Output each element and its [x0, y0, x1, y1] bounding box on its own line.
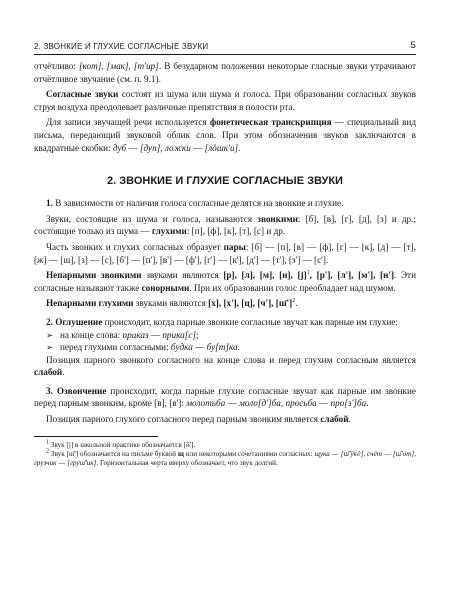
footnote-divider — [34, 436, 158, 437]
running-title: 2. ЗВОНКИЕ И ГЛУХИЕ СОГЛАСНЫЕ ЗВУКИ — [34, 42, 209, 51]
footnote-1: $^1$ Звук [j] в школьной практике обозначается [й']. — [46, 439, 196, 449]
s2-intro: 2. Оглушение происходит, когда парные звонкие согласные звучат как парные им глухие: — [46, 316, 398, 327]
footnote-2: $^2$ Звук [ш̄'] обозначается на письме буквой щ или некоторыми сочетаниями согласных: щука — [ш̄'ýк∂], счёт — [ш̄'от], грузчик — [грýш̄'ик]. Горизонтальная черта вверху обозначает, что звук долгий. — [34, 448, 417, 468]
s2-list-item-2: ➢ перед глухими согласными: будка — бу[т]ка. — [46, 342, 240, 353]
intro-paragraph-1: отчётливо: [кот], [мак], [т'ир]. В безударном положении некоторые гласные звуки утрачивают отчётливое звучание (см. п. 9.1). — [34, 61, 416, 84]
intro-paragraph-2: Согласные звуки состоят из шума или шума и голоса. При образовании согласных звуков струя воздуха преодолевает различные препятствия в полости рта. — [34, 89, 416, 112]
s2-position-note: Позиция парного звонкого согласного на конце слова и перед глухим согласным является слабой. — [34, 354, 416, 378]
s1-paragraph-1: 1. В зависимости от наличия голоса согласные делятся на звонкие и глухие. — [46, 198, 344, 209]
s3-position-note: Позиция парного глухого согласного перед парным звонким является слабой. — [46, 414, 351, 425]
page-body — [34, 60, 416, 469]
section-heading: 2. ЗВОНКИЕ И ГЛУХИЕ СОГЛАСНЫЕ ЗВУКИ — [107, 175, 343, 188]
arrow-bullet-icon: ➢ — [46, 329, 54, 340]
s3-intro: 3. Озвончение происходит, когда парные глухие согласные звучат как парные им звонкие перед парным звонким, кроме [в], [в']: молотьба — моло[д']ба, просьба — про[з']ба. — [34, 385, 416, 409]
page-number: 5 — [410, 40, 416, 51]
arrow-bullet-icon: ➢ — [46, 342, 54, 353]
s1-paragraph-5: Непарными глухими звуками являются [х], [х'], [ц], [ч'], [ш̄']$^2$. — [46, 298, 298, 309]
s2-list-item-1: ➢ на конце слова: приказ — прика[с]; — [46, 329, 199, 340]
s1-paragraph-4: Непарными звонкими звуками являются [р], [л], [м], [н], $[j]^1$, [р'], [л'], [м'], [н']. Эти согласные называют также сонорными. При их образовании голос преобладает над шумом. — [34, 270, 416, 293]
footnote-ref-1: 1 — [306, 270, 310, 277]
intro-paragraph-3: Для записи звучащей речи используется фонетическая транскрипция — специальный вид письма, передающий звуковой облик слов. При этом обозначения звуков заключаются в квадратные скобки: дуб — [дуп], ложки — [лôшк'и]. — [34, 117, 416, 153]
running-header — [34, 40, 416, 55]
s1-paragraph-3: Часть звонких и глухих согласных образует пары: [б] — [п], [в] — [ф], [г] — [к], [д] — [т], [ж] — [ш], [з] — [с], [б'] — [п'], [в'] — [ф'], [г'] — [к'], [д'] — [т'], [з'] — [с']. — [34, 241, 417, 265]
footnote-ref-2: 2 — [292, 298, 296, 305]
s1-paragraph-2: Звуки, состоящие из шума и голоса, называются звонкими: [б], [в], [г], [д], [з] и др.; состоящие только из шума — глухими: [п], [ф], [к], [т], [с] и др. — [34, 213, 416, 237]
